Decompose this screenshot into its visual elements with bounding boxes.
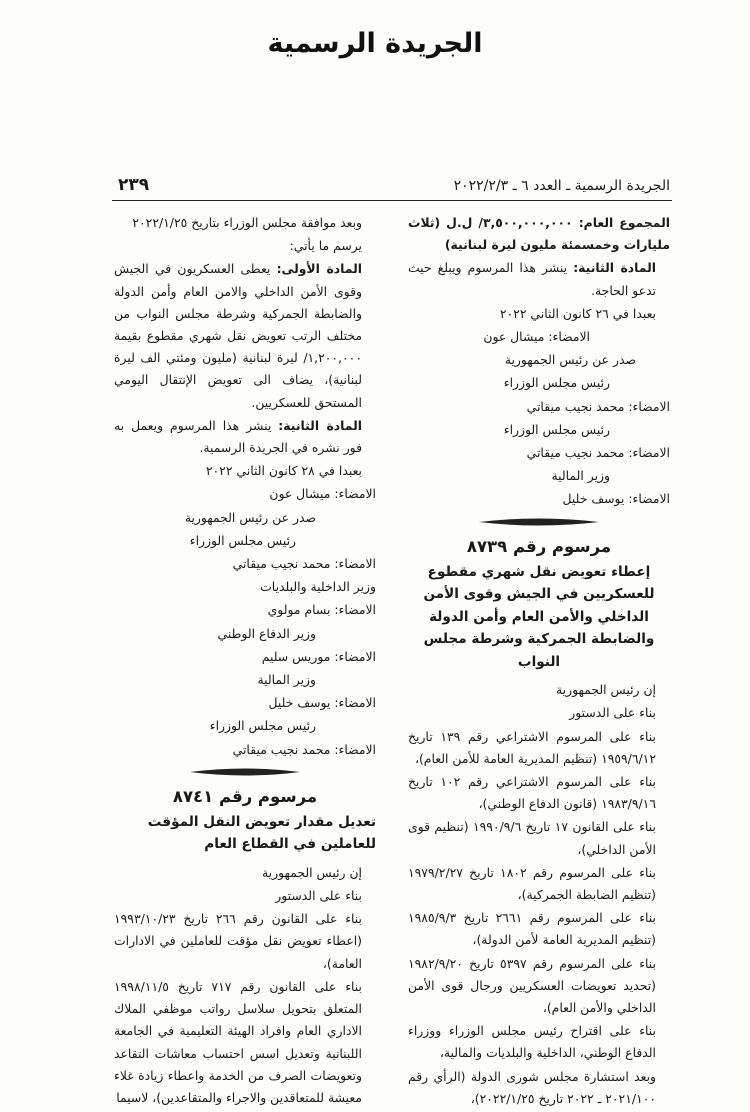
recital: بناء على اقتراح رئيس مجلس الوزراء ووزراء الدفاع الوطني، الداخلية والبلديات والمالية،	[408, 1023, 656, 1061]
recital: بناء على المرسوم الاشتراعي رقم ١٠٢ تاريخ ١٩٨٣/٩/١٦ (قانون الدفاع الوطني)،	[408, 773, 656, 812]
left-column	[114, 212, 376, 1110]
finance-minister-title: وزير المالية	[551, 468, 610, 484]
signature: الامضاء: محمد نجيب ميقاتي	[232, 556, 376, 572]
recital: بناء على القانون رقم ٧١٧ تاريخ ١٩٩٨/١١/٥ المتعلق بتحويل سلاسل رواتب موظفي الملاك الاداري العام وافراد الهيئة التعليمية في الجامعة اللبنانية وتعديل اسس احتساب معاشات التقاعد وتعويضات الصرف من الخدمة واعطاء زيادة غلاء معيشة للمتعاقدين والاجراء والمتقاعدين)، لاسيما	[114, 978, 362, 1105]
recital: بناء على القانون رقم ٢٦٦ تاريخ ١٩٩٣/١٠/٢٣ (اعطاء تعويض نقل مؤقت للعاملين في الادارات العامة)،	[114, 911, 362, 971]
prime-minister-title: رئيس مجلس الوزراء	[209, 718, 316, 734]
president-line: إن رئيس الجمهورية	[262, 864, 362, 880]
prime-minister-title: رئيس مجلس الوزراء	[503, 421, 610, 437]
interior-minister-title: وزير الداخلية والبلديات	[260, 579, 376, 595]
signature: الامضاء: موريس سليم	[261, 648, 376, 664]
prime-minister-title: رئيس مجلس الوزراء	[189, 532, 296, 548]
defense-minister-title: وزير الدفاع الوطني	[217, 625, 316, 641]
decree-title: إعطاء تعويض نقل شهري مقطوع للعسكريين في الجيش وقوى الأمن الداخلي والأمن العام وأمن الدولة والضابطة الجمركية وشرطة مجلس النواب	[423, 563, 655, 670]
decree-title: تعديل مقدار تعويض النقل المؤقت للعاملين في القطاع العام	[147, 813, 376, 853]
decrees-line: يرسم ما يأتي:	[289, 238, 362, 254]
recital: بناء على المرسوم الاشتراعي رقم ١٣٩ تاريخ ١٩٥٩/٦/١٢ (تنظيم المديرية العامة للأمن العام)،	[408, 728, 656, 766]
section-separator	[408, 515, 670, 529]
article-1-paragraph: المادة الأولى: يعطى العسكريون في الجيش وقوى الأمن الداخلي والامن العام وأمن الدولة والضابطة الجمركية وشرطة مجلس النواب من مختلف الرتب تعويض نقل شهري مقطوع بقيمة ١,٢٠٠,٠٠٠/ ليرة لبنانية (مليون ومئتي الف ليرة لبنانية)، يضاف الى تعويض الإنتقال اليومي المستحق للعسكريين.	[114, 261, 362, 410]
signature: الامضاء: محمد نجيب ميقاتي	[526, 398, 670, 414]
signature: الامضاء: ميشال عون	[483, 329, 590, 345]
signature: الامضاء: محمد نجيب ميقاتي	[232, 741, 376, 757]
issued-by: صدر عن رئيس الجمهورية	[504, 352, 636, 368]
gazette-banner: الجريدة الرسمية	[267, 28, 483, 59]
cabinet-approval: وبعد موافقة مجلس الوزراء بتاريخ ٢٠٢٢/١/٢٥	[132, 215, 362, 230]
right-column	[408, 212, 670, 1111]
article-2-paragraph: المادة الثانية: ينشر هذا المرسوم ويبلغ حيث تدعو الحاجة.	[408, 260, 657, 298]
signature: الامضاء: ميشال عون	[269, 486, 376, 502]
issue-line: الجريدة الرسمية ـ العدد ٦ ـ ٢٠٢٢/٢/٣	[453, 178, 670, 194]
header-rule	[112, 200, 672, 201]
finance-minister-title: وزير المالية	[257, 672, 316, 688]
page-number: ٢٣٩	[118, 175, 150, 195]
issued-by: صدر عن رئيس الجمهورية	[184, 509, 316, 525]
total-paragraph: المجموع العام: ٣,٥٠٠,٠٠٠,٠٠٠/ ل.ل (ثلاث مليارات وخمسمئة مليون ليرة لبنانية)	[408, 215, 670, 253]
running-header	[118, 175, 670, 200]
decree-date: بعبدا في ٢٨ كانون الثاني ٢٠٢٢	[205, 463, 362, 479]
signature: الامضاء: يوسف خليل	[268, 695, 376, 711]
recital: بناء على القانون ١٧ تاريخ ١٩٩٠/٩/٦ (تنظيم قوى الأمن الداخلي)،	[408, 819, 656, 857]
prime-minister-title: رئيس مجلس الوزراء	[503, 375, 610, 391]
decree-date: بعبدا في ٢٦ كانون الثاني ٢٠٢٢	[499, 305, 656, 321]
president-line: إن رئيس الجمهورية	[556, 682, 656, 698]
signature: الامضاء: محمد نجيب ميقاتي	[526, 445, 670, 461]
signature: الامضاء: بسام مولوي	[267, 602, 376, 618]
decree-number: مرسوم رقم ٨٧٤١	[172, 786, 318, 806]
recital: بناء على المرسوم رقم ٥٣٩٧ تاريخ ١٩٨٢/٩/٢٠ (تحديد تعويضات العسكريين ورجال قوى الأمن الداخلي والأمن العام)،	[408, 955, 656, 1015]
recital: بناء على المرسوم رقم ١٨٠٢ تاريخ ١٩٧٩/٢/٢٧ (تنظيم الضابطة الجمركية)،	[408, 864, 656, 902]
recital: بناء على المرسوم رقم ٢٦٦١ تاريخ ١٩٨٥/٩/٣ (تنظيم المديرية العامة لأمن الدولة)،	[408, 910, 656, 948]
article-2-paragraph: المادة الثانية: ينشر هذا المرسوم ويعمل به فور نشره في الجريدة الرسمية.	[114, 417, 362, 456]
recital: وبعد استشارة مجلس شورى الدولة (الرأي رقم ٢٠٢١/١٠٠ ـ ٢٠٢٢ تاريخ ٢٠٢٢/١/٢٥)،	[408, 1068, 656, 1106]
section-separator	[114, 765, 376, 779]
signature: الامضاء: يوسف خليل	[562, 491, 670, 507]
constitution-line: بناء على الدستور	[569, 705, 656, 721]
decree-number: مرسوم رقم ٨٧٣٩	[466, 536, 612, 556]
constitution-line: بناء على الدستور	[275, 888, 362, 904]
